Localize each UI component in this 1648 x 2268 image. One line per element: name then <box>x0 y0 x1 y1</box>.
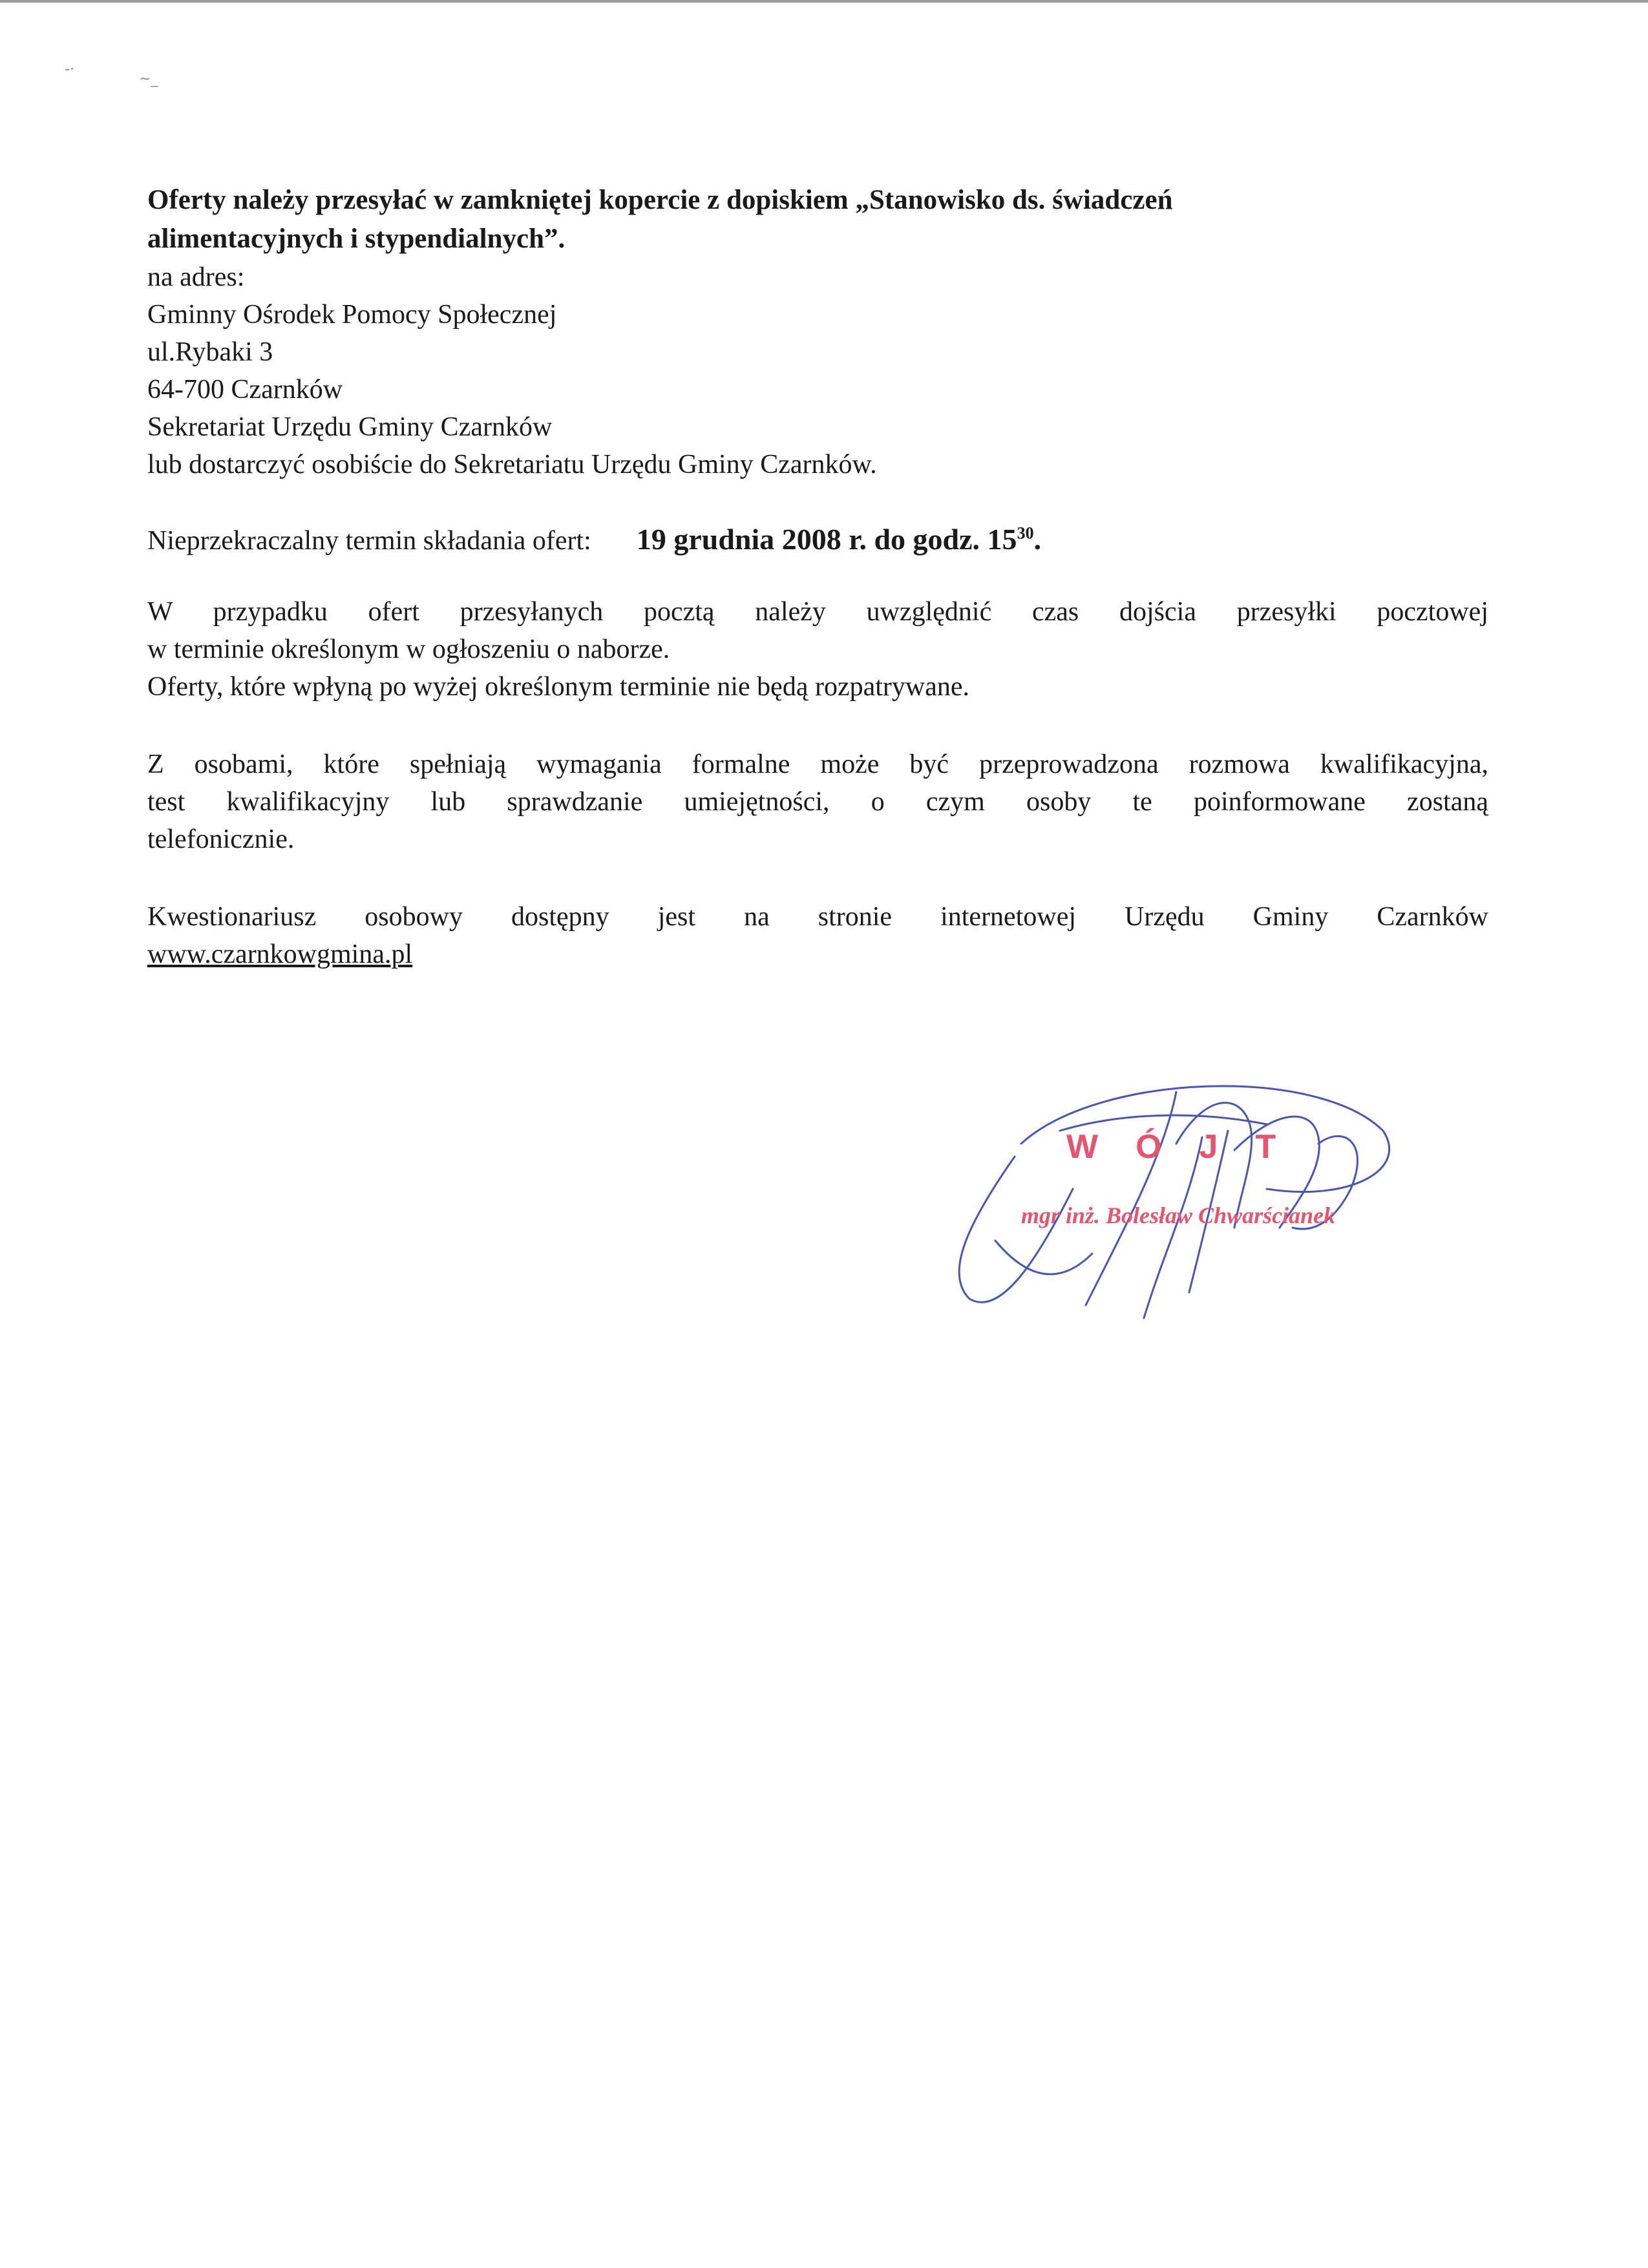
address-secretariat: Sekretariat Urzędu Gminy Czarnków <box>147 412 553 442</box>
stamp-title: WÓJT <box>1066 1128 1314 1166</box>
scan-artifact-mark: -· <box>65 61 74 78</box>
deadline-minutes: 30 <box>1017 523 1034 543</box>
questionnaire-line-1: Kwestionariusz osobowy dostępny jest na stronie internetowej Urzędu Gminy Czarnków <box>147 902 1488 932</box>
deadline-line <box>147 521 1488 560</box>
address-street: ul.Rybaki 3 <box>147 337 273 367</box>
qualification-line-1: Z osobami, które spełniają wymagania formalne może być przeprowadzona rozmowa kwalifikacyjna, <box>147 750 1488 779</box>
address-intro: na adres: <box>147 262 245 292</box>
address-block <box>147 258 1488 483</box>
deadline-date: 19 grudnia 2008 r. do godz. 15 <box>636 523 1017 556</box>
mail-note-line-2: w terminie określonym w ogłoszeniu o naborze. <box>147 635 670 664</box>
address-alternative: lub dostarczyć osobiście do Sekretariatu Urzędu Gminy Czarnków. <box>147 450 877 479</box>
document-body <box>147 181 1488 973</box>
scan-top-border <box>0 0 1648 3</box>
deadline-value <box>637 521 1041 558</box>
qualification-paragraph <box>147 746 1488 858</box>
mail-note-line-3: Oferty, które wpłyną po wyżej określonym terminie nie będą rozpatrywane. <box>147 672 969 702</box>
qualification-line-3: telefonicznie. <box>147 824 295 854</box>
heading-line-1: Oferty należy przesyłać w zamkniętej kopercie z dopiskiem „Stanowisko ds. świadczeń <box>147 185 1173 215</box>
offer-instructions-heading <box>147 181 1488 258</box>
questionnaire-paragraph <box>147 898 1488 973</box>
address-city: 64-700 Czarnków <box>147 375 343 404</box>
handwritten-signature <box>931 1060 1422 1331</box>
stamp-name: mgr inż. Bolesław Chwarścianek <box>1021 1202 1336 1228</box>
mail-note-paragraph <box>147 593 1488 706</box>
deadline-label: Nieprzekraczalny termin składania ofert: <box>147 526 591 556</box>
scan-artifact-mark: ~_ <box>139 71 158 87</box>
heading-line-2: alimentacyjnych i stypendialnych”. <box>147 224 565 254</box>
signature-and-stamp <box>931 1060 1422 1331</box>
qualification-line-2: test kwalifikacyjny lub sprawdzanie umiejętności, o czym osoby te poinformowane zostaną <box>147 787 1488 817</box>
mail-note-line-1: W przypadku ofert przesyłanych pocztą należy uwzględnić czas dojścia przesyłki pocztowej <box>147 597 1488 627</box>
address-organization: Gminny Ośrodek Pomocy Społecznej <box>147 300 557 330</box>
website-link[interactable]: www.czarnkowgmina.pl <box>147 940 413 969</box>
deadline-end: . <box>1033 523 1042 556</box>
